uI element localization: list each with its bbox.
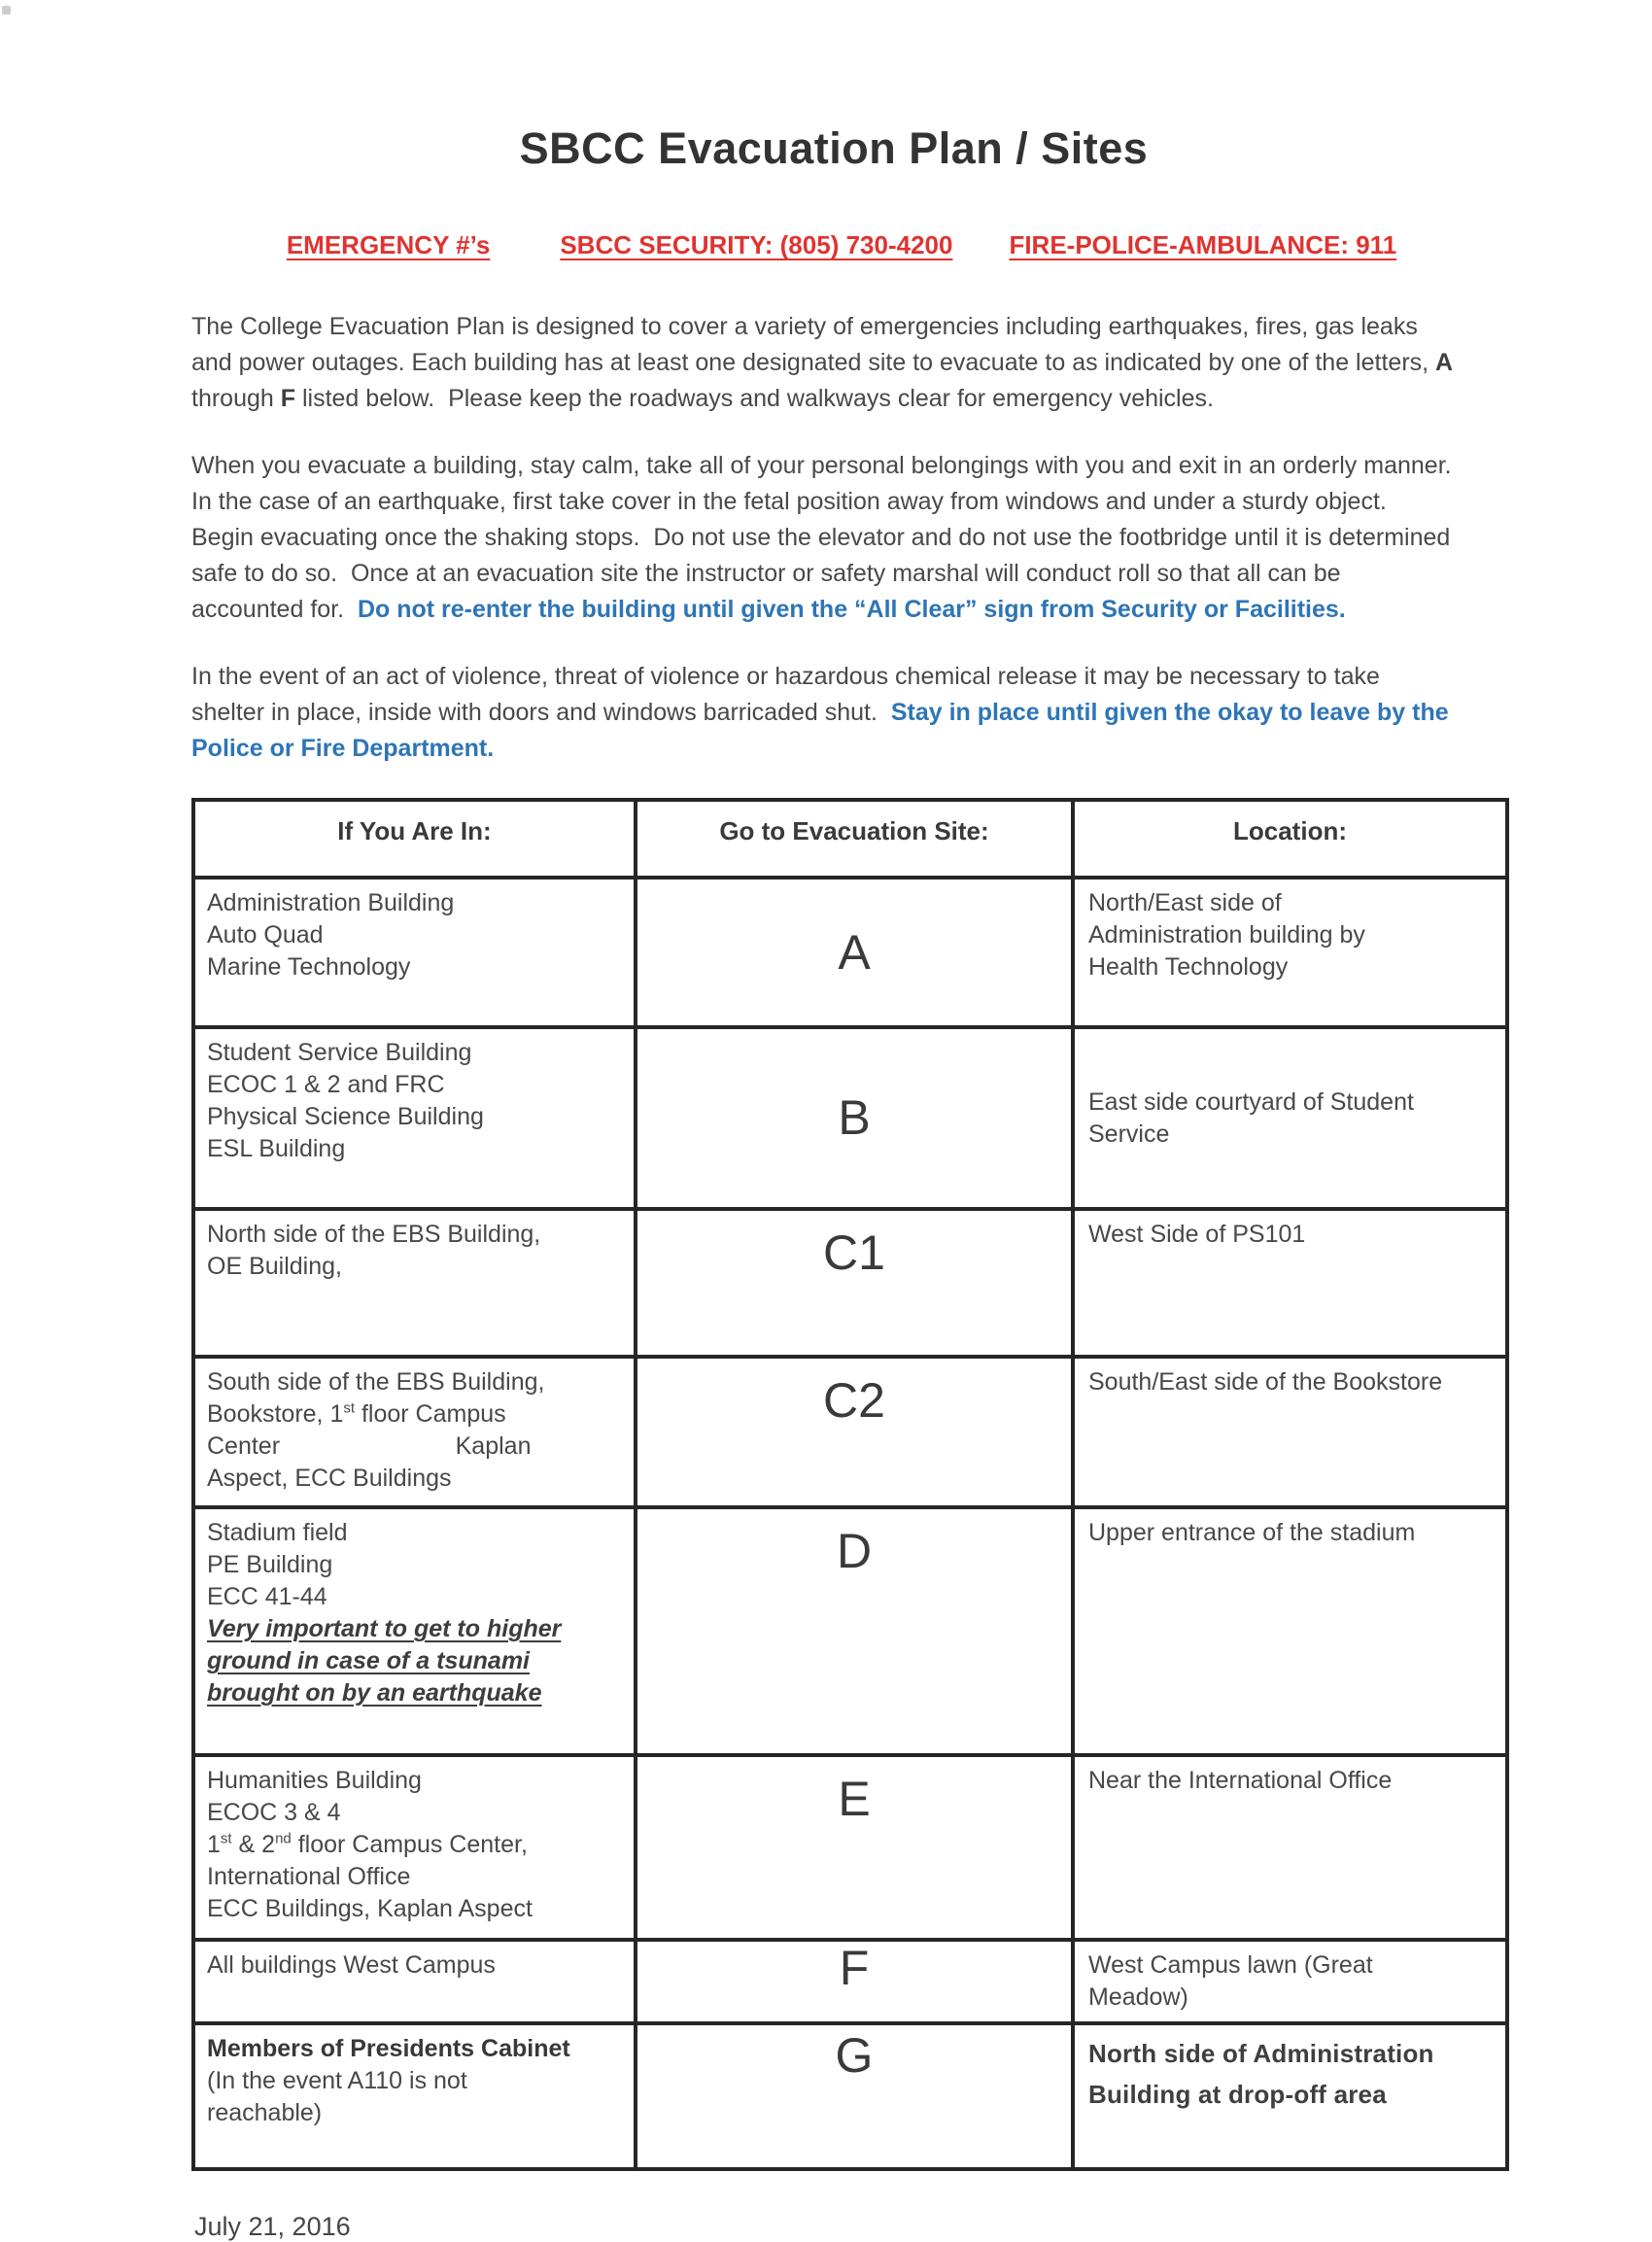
- table-text-line: Physical Science Building: [207, 1103, 484, 1130]
- table-row-site-D: [193, 1507, 1507, 1755]
- table-header: [193, 800, 1507, 878]
- table-text-line: Building at drop-off area: [1088, 2080, 1387, 2109]
- emergency-security-group: [287, 230, 953, 259]
- evacuation-site-letter: C2: [636, 1357, 1073, 1507]
- security-phone-number: SBCC SECURITY: (805) 730-4200: [560, 230, 953, 259]
- table-text-line: North side of Administration: [1088, 2039, 1434, 2068]
- table-text-line: Administration Building: [207, 889, 455, 916]
- table-text-line: International Office: [207, 1863, 411, 1890]
- location-cell: [1073, 1027, 1507, 1209]
- table-text-line: PE Building: [207, 1551, 333, 1578]
- evacuation-site-letter: F: [636, 1940, 1073, 2023]
- table-row-site-B: [193, 1027, 1507, 1209]
- table-text-line: reachable): [207, 2099, 323, 2126]
- fire-police-ambulance-number: FIRE-POLICE-AMBULANCE: 911: [1009, 230, 1397, 259]
- table-text-line: North side of the EBS Building,: [207, 1221, 541, 1248]
- table-text-line: Humanities Building: [207, 1767, 422, 1794]
- table-text-line: ground in case of a tsunami: [207, 1647, 530, 1674]
- paragraph-text: listed below. Please keep the roadways and walkways clear for emergency vehicles.: [295, 385, 1214, 412]
- column-header: If You Are In:: [193, 800, 636, 878]
- evacuation-site-letter: B: [636, 1027, 1073, 1209]
- if-you-are-in-cell: [193, 1209, 636, 1357]
- emergency-gap: [490, 230, 560, 259]
- evacuation-site-letter: E: [636, 1755, 1073, 1940]
- table-row-site-E: [193, 1755, 1507, 1940]
- evacuation-site-letter: G: [636, 2023, 1073, 2169]
- paragraph-3: [191, 659, 1457, 767]
- table-text-line: Very important to get to higher: [207, 1615, 562, 1642]
- paragraph-emphasis-text: A: [1435, 349, 1454, 376]
- table-text-line: Service: [1088, 1120, 1170, 1148]
- paragraph-emphasis-text: F: [280, 385, 296, 412]
- emergency-numbers-line: [226, 229, 1457, 260]
- table-text-line: Administration building by: [1088, 921, 1365, 949]
- location-cell: [1073, 1507, 1507, 1755]
- location-cell: [1073, 1209, 1507, 1357]
- if-you-are-in-cell: [193, 1357, 636, 1507]
- column-header: Go to Evacuation Site:: [636, 800, 1073, 878]
- footer-date: July 21, 2016: [194, 2212, 351, 2241]
- paragraph-emphasis-text: Do not re-enter the building until given the “All Clear” sign from Security or Facilities.: [357, 596, 1346, 623]
- table-text-line: West Campus lawn (Great: [1088, 1951, 1373, 1979]
- table-text-line: ECOC 3 & 4: [207, 1799, 341, 1826]
- if-you-are-in-cell: [193, 1507, 636, 1755]
- if-you-are-in-cell: [193, 878, 636, 1027]
- table-text-line: Meadow): [1088, 1983, 1188, 2011]
- evacuation-site-letter: D: [636, 1507, 1073, 1755]
- table-text-line: 1st & 2nd floor Campus Center,: [207, 1830, 528, 1858]
- table-text-line: West Side of PS101: [1088, 1221, 1306, 1248]
- evacuation-site-letter: C1: [636, 1209, 1073, 1357]
- if-you-are-in-cell: [193, 2023, 636, 2169]
- table-row-site-G: [193, 2023, 1507, 2169]
- emergency-label: EMERGENCY #’s: [286, 230, 491, 259]
- location-cell: [1073, 2023, 1507, 2169]
- paragraph-1: [191, 309, 1461, 417]
- table-text-line: Student Service Building: [207, 1039, 472, 1066]
- table-text-line: Auto Quad: [207, 921, 324, 949]
- table-text-line: ESL Building: [207, 1135, 346, 1162]
- evacuation-site-letter: A: [636, 878, 1073, 1027]
- table-row-site-A: [193, 878, 1507, 1027]
- table-text-line: Near the International Office: [1088, 1767, 1393, 1794]
- paragraph-emphasis-text: Stay in place until given the okay to leave by the Police or Fire Department.: [191, 699, 1456, 762]
- table-text-line: ECC Buildings, Kaplan Aspect: [207, 1895, 533, 1922]
- if-you-are-in-cell: [193, 1027, 636, 1209]
- table-text-line: North/East side of: [1088, 889, 1282, 916]
- table-text-line: Center Kaplan: [207, 1432, 532, 1460]
- location-cell: [1073, 1755, 1507, 1940]
- table-text-line: Health Technology: [1088, 953, 1289, 981]
- table-text-line: South side of the EBS Building,: [207, 1368, 545, 1396]
- table-text-line: East side courtyard of Student: [1088, 1087, 1414, 1116]
- table-text-line: ECOC 1 & 2 and FRC: [207, 1071, 445, 1098]
- paragraph-2: [191, 448, 1465, 628]
- if-you-are-in-cell: [193, 1940, 636, 2023]
- if-you-are-in-cell: [193, 1755, 636, 1940]
- table-text-line: Members of Presidents Cabinet: [207, 2035, 570, 2062]
- table-text-line: (In the event A110 is not: [207, 2067, 467, 2094]
- column-header: Location:: [1073, 800, 1507, 878]
- table-text-line: brought on by an earthquake: [207, 1679, 542, 1707]
- table-text-line: Bookstore, 1st floor Campus: [207, 1399, 506, 1428]
- table-text-line: Upper entrance of the stadium: [1088, 1519, 1416, 1546]
- table-text-line: OE Building,: [207, 1253, 342, 1280]
- scan-artifact-speck: [2, 6, 11, 15]
- location-cell: [1073, 1357, 1507, 1507]
- paragraph-text: In the event of an act of violence, threat of violence or hazardous chemical release it may be necessary to take shelter in place, inside with doors and windows barricaded shut.: [191, 663, 1387, 726]
- table-row-site-C2: [193, 1357, 1507, 1507]
- table-row-site-C1: [193, 1209, 1507, 1357]
- table-text-line: All buildings West Campus: [207, 1951, 496, 1979]
- location-cell: [1073, 878, 1507, 1027]
- intro-paragraphs: [191, 309, 1465, 767]
- table-text-line: Stadium field: [207, 1519, 348, 1546]
- paragraph-text: When you evacuate a building, stay calm, take all of your personal belongings with you and exit in an orderly manner. In the case of an earthquake, first take cover in the fetal position away from windows and under a sturdy object. Begin evacuating once the shaking stops. Do not use the elevator and do not use the footbridge until it is determined safe to do so. Once at an evacuation site the instructor or safety marshal will conduct roll so that all can be accounted for.: [191, 452, 1465, 623]
- paragraph-text: The College Evacuation Plan is designed to cover a variety of emergencies including earthquakes, fires, gas leaks and power outages. Each building has at least one designated site to evacuate to as indicated by one of the letters,: [191, 313, 1436, 376]
- evacuation-sites-table: [191, 798, 1509, 2171]
- document-content: [191, 122, 1465, 2242]
- page-title: SBCC Evacuation Plan / Sites: [519, 123, 1149, 173]
- table-text-line: South/East side of the Bookstore: [1088, 1368, 1443, 1396]
- location-cell: [1073, 1940, 1507, 2023]
- paragraph-text: through: [191, 349, 1461, 412]
- table-text-line: ECC 41-44: [207, 1583, 327, 1610]
- table-text-line: Marine Technology: [207, 953, 411, 981]
- table-text-line: Aspect, ECC Buildings: [207, 1465, 452, 1492]
- table-row-site-F: [193, 1940, 1507, 2023]
